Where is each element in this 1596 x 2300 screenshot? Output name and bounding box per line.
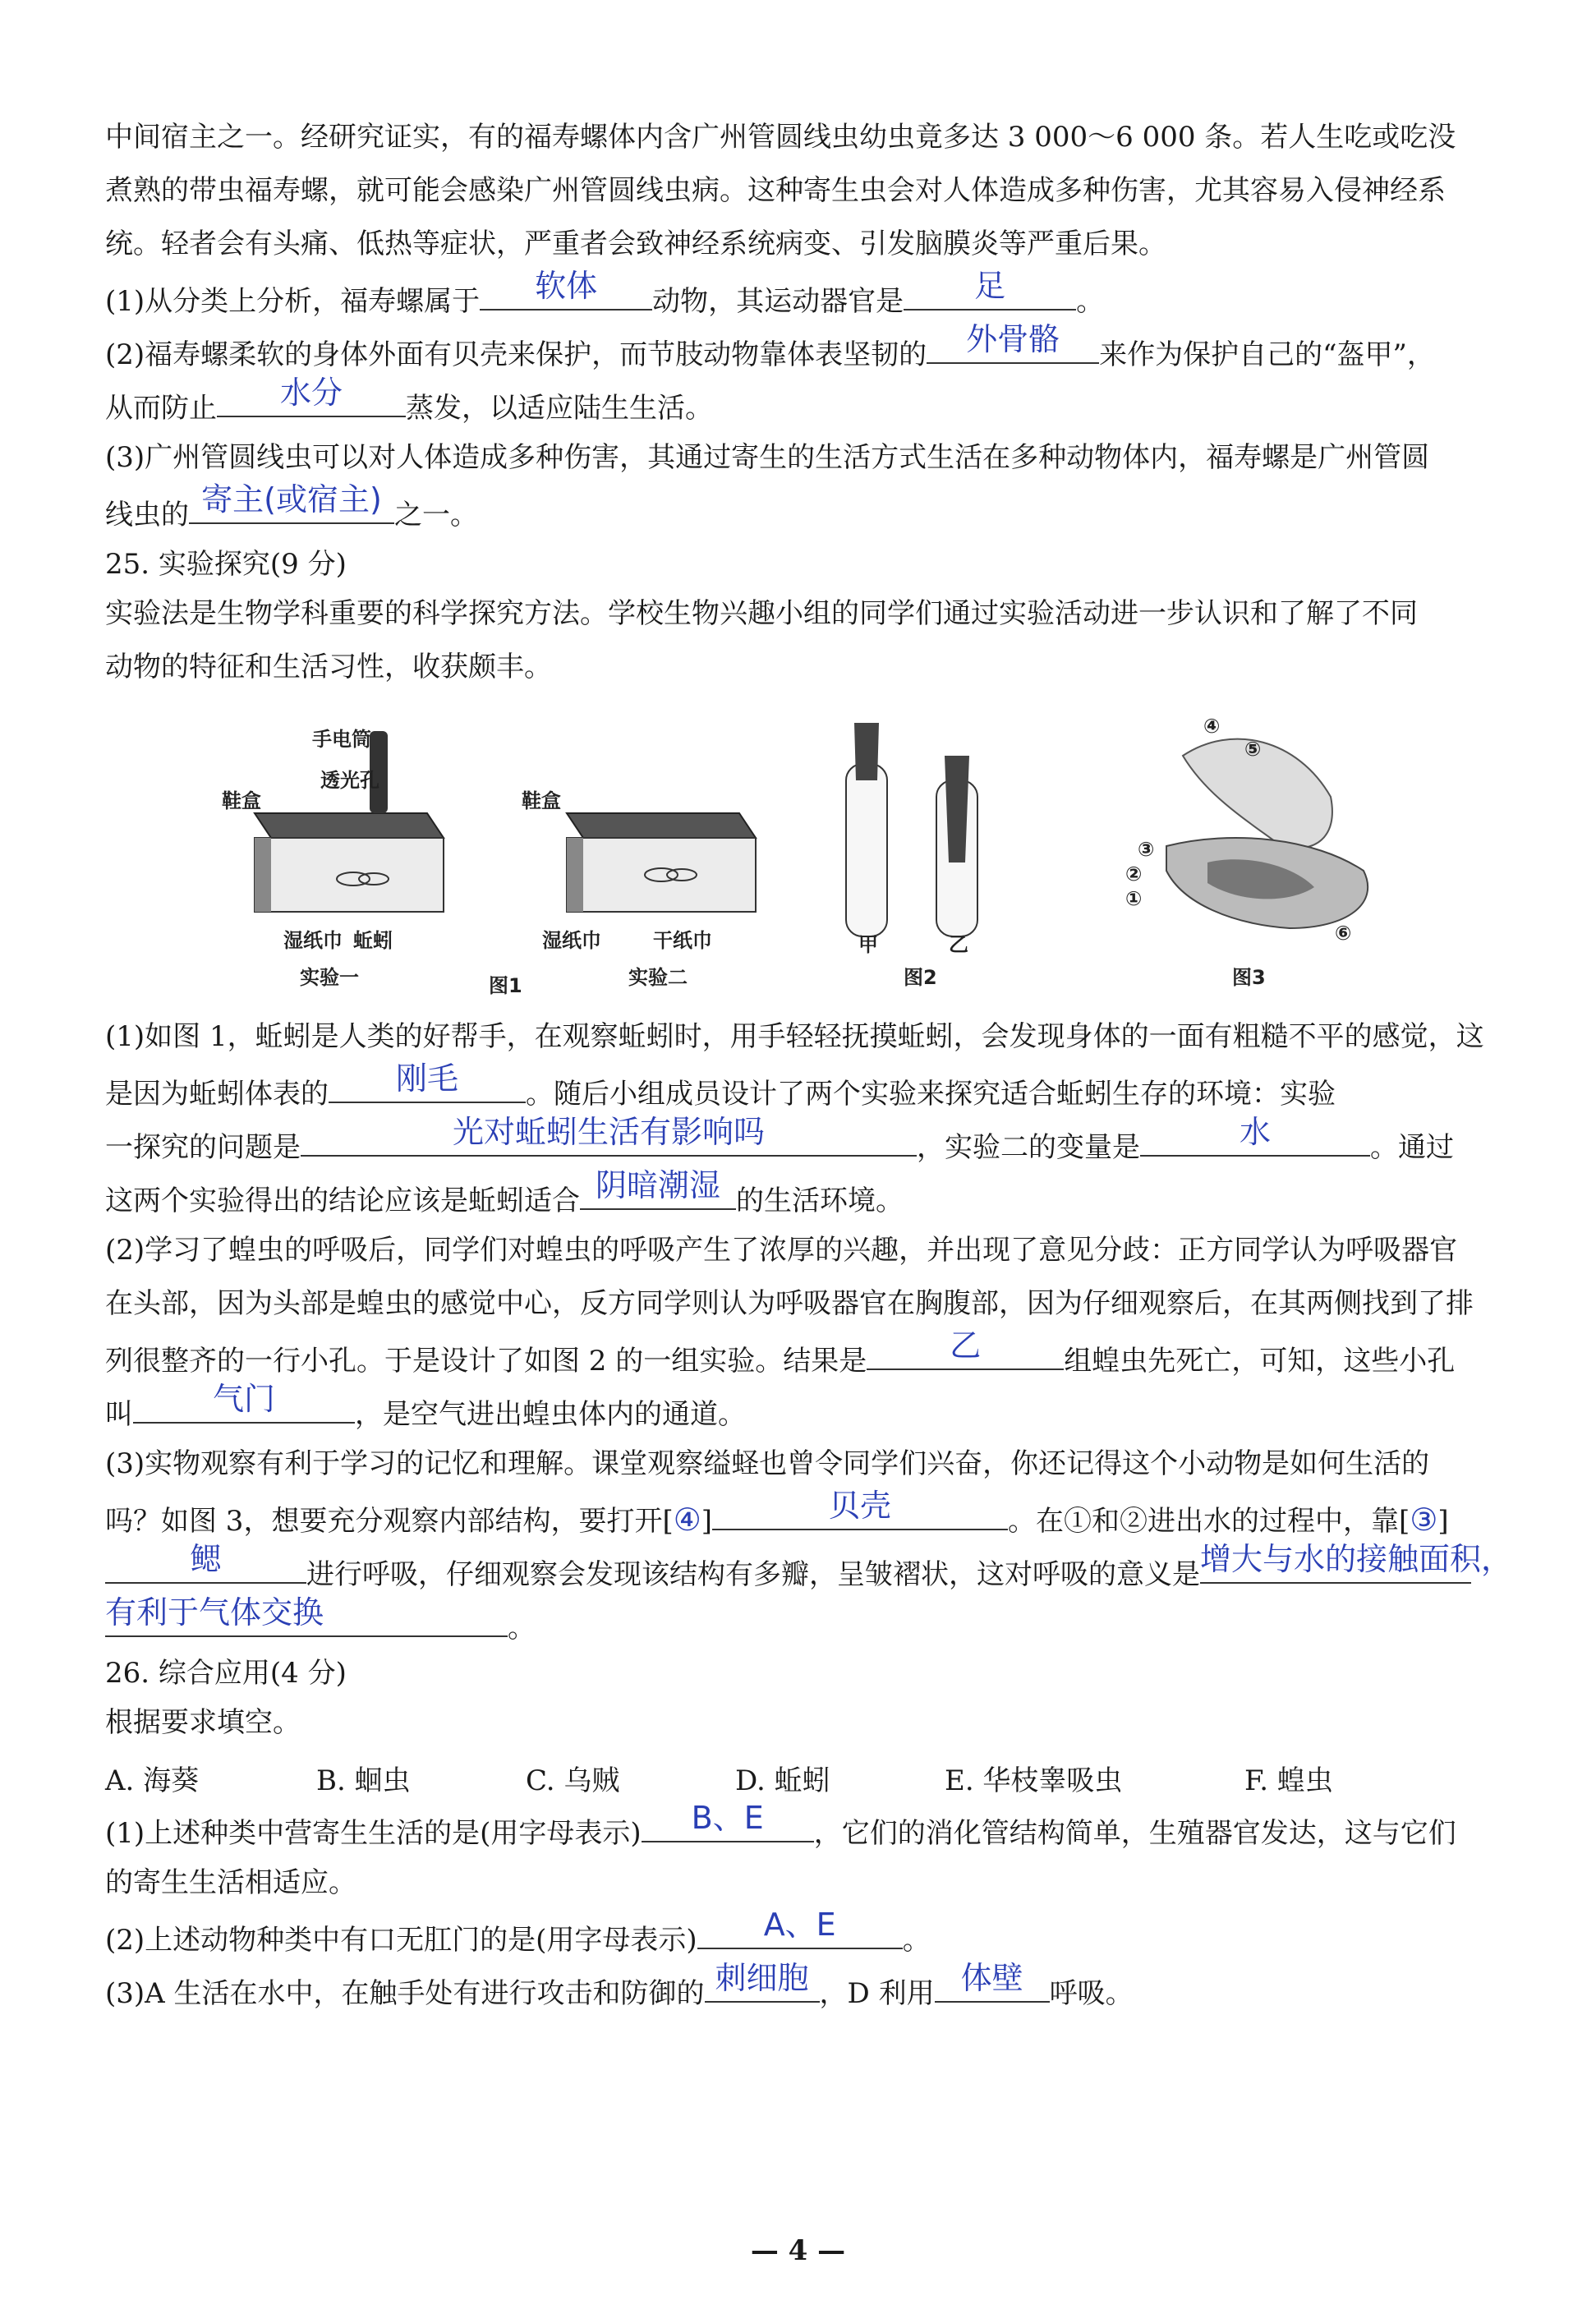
q25-blank-significance-cont[interactable]: [105, 1594, 508, 1637]
q25-s2-line3: 列很整齐的一行小孔。于是设计了如图 2 的一组实验。结果是 乙 组蝗虫先死亡，可知，这些小孔: [105, 1327, 1456, 1378]
answer-water: 水分: [279, 375, 343, 411]
q24-sub2: (2)福寿螺柔软的身体外面有贝壳来保护，而节肢动物靠体表坚韧的 外骨骼 来作为保护自己的“盔甲”，: [105, 321, 1435, 371]
figure-area: [197, 706, 1479, 1002]
label-flashlight: 手电筒: [312, 728, 371, 751]
q26-t2: (2)上述动物种类中有口无肛门的是(用字母表示) A、E 。: [105, 1907, 931, 1957]
q24-blank-1[interactable]: [480, 268, 652, 310]
q25-s2-line2: 在头部，因为头部是蝗虫的感觉中心，反方同学则认为呼吸器官在胸腹部，因为仔细观察后，在其两侧找到了排: [105, 1287, 1474, 1320]
q26-blank-cnidocyte[interactable]: [705, 1960, 820, 2003]
q24-blank-3[interactable]: [927, 321, 1099, 364]
q25-s1-line1: (1)如图 1，蚯蚓是人类的好帮手，在观察蚯蚓时，用手轻轻抚摸蚯蚓，会发现身体的一面有粗糙不平的感觉，这: [105, 1020, 1484, 1053]
answer-significance-part-2: 有利于气体交换: [105, 1594, 324, 1631]
option-c: C. 乌贼: [526, 1764, 620, 1797]
q24-sub3-cont: 线虫的 寄主(或宿主) 之一。: [105, 481, 478, 531]
answer-significance-part-1: 增大与水的接触面积，: [1200, 1541, 1513, 1577]
q25-s3-line1: (3)实物观察有利于学习的记忆和理解。课堂观察缢蛏也曾令同学们兴奋，你还记得这个小动物是如何生活的: [105, 1447, 1430, 1480]
label-tube-a: 甲: [858, 933, 878, 956]
label-part-6: ⑥: [1335, 922, 1352, 945]
answer-research-question: 光对蚯蚓生活有影响吗: [452, 1114, 765, 1150]
q25-blank-variable[interactable]: [1140, 1114, 1370, 1157]
q25-s3-line4: 有利于气体交换 。: [105, 1594, 536, 1644]
q26-intro: 根据要求填空。: [105, 1706, 301, 1739]
answer-variable: 水: [1239, 1114, 1271, 1150]
q25-s3-line3: 鳃 进行呼吸，仔细观察会发现该结构有多瓣，呈皱褶状，这对呼吸的意义是 增大与水的接触面积，: [105, 1552, 1471, 1593]
caption-figure-1: 图1: [489, 974, 522, 997]
label-earthworm: 蚯蚓: [353, 929, 393, 952]
q26-t1-line1: (1)上述种类中营寄生生活的是(用字母表示) B、E ，它们的消化管结构简单，生殖器官发达，这与它们: [105, 1800, 1456, 1850]
answer-environment: 阴暗潮湿: [595, 1167, 720, 1203]
page-number: — 4 —: [750, 2234, 846, 2267]
label-shoebox-1: 鞋盒: [222, 789, 261, 812]
q25-blank-spiracle[interactable]: [133, 1381, 355, 1424]
q25-blank-gill[interactable]: [105, 1541, 306, 1584]
label-experiment-2: 实验二: [628, 966, 688, 989]
experiment-1-box: [255, 731, 444, 912]
q25-s2-line4: 叫 气门 ，是空气进出蝗虫体内的通道。: [105, 1381, 746, 1431]
q26-blank-body-wall[interactable]: [935, 1960, 1050, 2003]
label-part-3: ③: [1138, 838, 1155, 861]
answer-cnidocyte: 刺细胞: [715, 1960, 809, 1996]
option-a: A. 海葵: [105, 1764, 200, 1797]
q26-title: 26. 综合应用(4 分): [105, 1657, 347, 1690]
q25-intro-1: 实验法是生物学科重要的科学探究方法。学校生物兴趣小组的同学们通过实验活动进一步认识和了解了不同: [105, 597, 1418, 630]
q26-blank-no-anus[interactable]: [697, 1907, 903, 1949]
answer-host: 寄主(或宿主): [201, 481, 382, 518]
q25-blank-question[interactable]: [301, 1114, 917, 1157]
test-tubes: [846, 723, 977, 936]
answer-group: 乙: [950, 1327, 982, 1364]
razor-clam: [1166, 739, 1368, 928]
q24-text-line3: 统。轻者会有头痛、低热等症状，严重者会致神经系统病变、引发脑膜炎等严重后果。: [105, 228, 1166, 260]
answer-foot: 足: [974, 268, 1006, 304]
option-b: B. 蛔虫: [316, 1764, 411, 1797]
answer-softbody: 软体: [535, 268, 598, 304]
figures-svg: [197, 706, 1479, 1002]
label-part-1: ①: [1125, 887, 1143, 910]
q24-sub1: (1)从分类上分析，福寿螺属于 软体 动物，其运动器官是 足 。: [105, 268, 1105, 318]
q25-s1-line2: 是因为蚯蚓体表的 刚毛 。随后小组成员设计了两个实验来探究适合蚯蚓生存的环境：实验: [105, 1060, 1336, 1111]
q24-sub3: (3)广州管圆线虫可以对人体造成多种伤害，其通过寄生的生活方式生活在多种动物体内，福寿螺是广州管圆: [105, 441, 1430, 474]
q26-t3: (3)A 生活在水中，在触手处有进行攻击和防御的 刺细胞 ，D 利用 体壁 呼吸。: [105, 1960, 1134, 2010]
label-part-4: ④: [1203, 715, 1221, 738]
q25-s3-line2: 吗？如图 3，想要充分观察内部结构，要打开[④] 贝壳 。在①和②进出水的过程中，靠[③]: [105, 1488, 1449, 1538]
q25-s1-line4: 这两个实验得出的结论应该是蚯蚓适合 阴暗潮湿 的生活环境。: [105, 1167, 904, 1217]
label-part-2: ②: [1125, 862, 1143, 886]
answer-part-number-4: ④: [673, 1502, 701, 1538]
caption-figure-3: 图3: [1232, 966, 1266, 989]
q24-blank-4[interactable]: [217, 375, 406, 417]
answer-part-number-3: ③: [1410, 1502, 1438, 1538]
label-wet-tissue-1: 湿纸巾: [283, 929, 343, 952]
q25-blank-bristles[interactable]: [329, 1060, 526, 1103]
label-hole: 透光孔: [320, 769, 379, 792]
q24-sub2-cont: 从而防止 水分 蒸发，以适应陆生生活。: [105, 375, 713, 425]
q25-blank-group[interactable]: [867, 1327, 1064, 1370]
label-experiment-1: 实验一: [300, 966, 359, 989]
q24-blank-2[interactable]: [904, 268, 1076, 310]
q24-text-line1: 中间宿主之一。经研究证实，有的福寿螺体内含广州管圆线虫幼虫竟多达 3 000～6 000 条。若人生吃或吃没: [105, 121, 1456, 154]
label-shoebox-2: 鞋盒: [522, 789, 561, 812]
q25-intro-2: 动物的特征和生活习性，收获颇丰。: [105, 651, 552, 683]
q24-text-line2: 煮熟的带虫福寿螺，就可能会感染广州管圆线虫病。这种寄生虫会对人体造成多种伤害，尤其容易入侵神经系: [105, 174, 1446, 207]
answer-bristles: 刚毛: [395, 1060, 458, 1097]
answer-body-wall: 体壁: [960, 1960, 1023, 1996]
q25-blank-significance[interactable]: [1200, 1541, 1513, 1584]
q25-s1-line3: 一探究的问题是 光对蚯蚓生活有影响吗 ，实验二的变量是 水 。通过: [105, 1114, 1454, 1164]
answer-gill: 鳃: [190, 1541, 222, 1577]
label-tube-b: 乙: [949, 933, 968, 956]
answer-exoskeleton: 外骨骼: [966, 321, 1060, 357]
q25-blank-shell[interactable]: [712, 1488, 1008, 1530]
q26-t1-line2: 的寄生生活相适应。: [105, 1866, 356, 1899]
q25-title: 25. 实验探究(9 分): [105, 548, 347, 581]
caption-figure-2: 图2: [904, 966, 937, 989]
option-f: F. 蝗虫: [1244, 1764, 1333, 1797]
option-e: E. 华枝睾吸虫: [945, 1764, 1123, 1797]
q24-blank-5[interactable]: [189, 481, 394, 524]
label-dry-tissue: 干纸巾: [653, 929, 712, 952]
experiment-2-box: [567, 813, 756, 912]
answer-shell: 贝壳: [829, 1488, 892, 1524]
label-part-5: ⑤: [1244, 738, 1262, 761]
q26-blank-parasites[interactable]: [642, 1800, 814, 1842]
answer-parasites: B、E: [691, 1800, 764, 1836]
label-wet-tissue-2: 湿纸巾: [542, 929, 601, 952]
answer-spiracle: 气门: [212, 1381, 275, 1417]
answer-no-anus: A、E: [763, 1907, 836, 1943]
q25-s2-line1: (2)学习了蝗虫的呼吸后，同学们对蝗虫的呼吸产生了浓厚的兴趣，并出现了意见分歧：正方同学认为呼吸器官: [105, 1234, 1458, 1267]
q25-blank-environment[interactable]: [580, 1167, 736, 1210]
option-d: D. 蚯蚓: [735, 1764, 830, 1797]
